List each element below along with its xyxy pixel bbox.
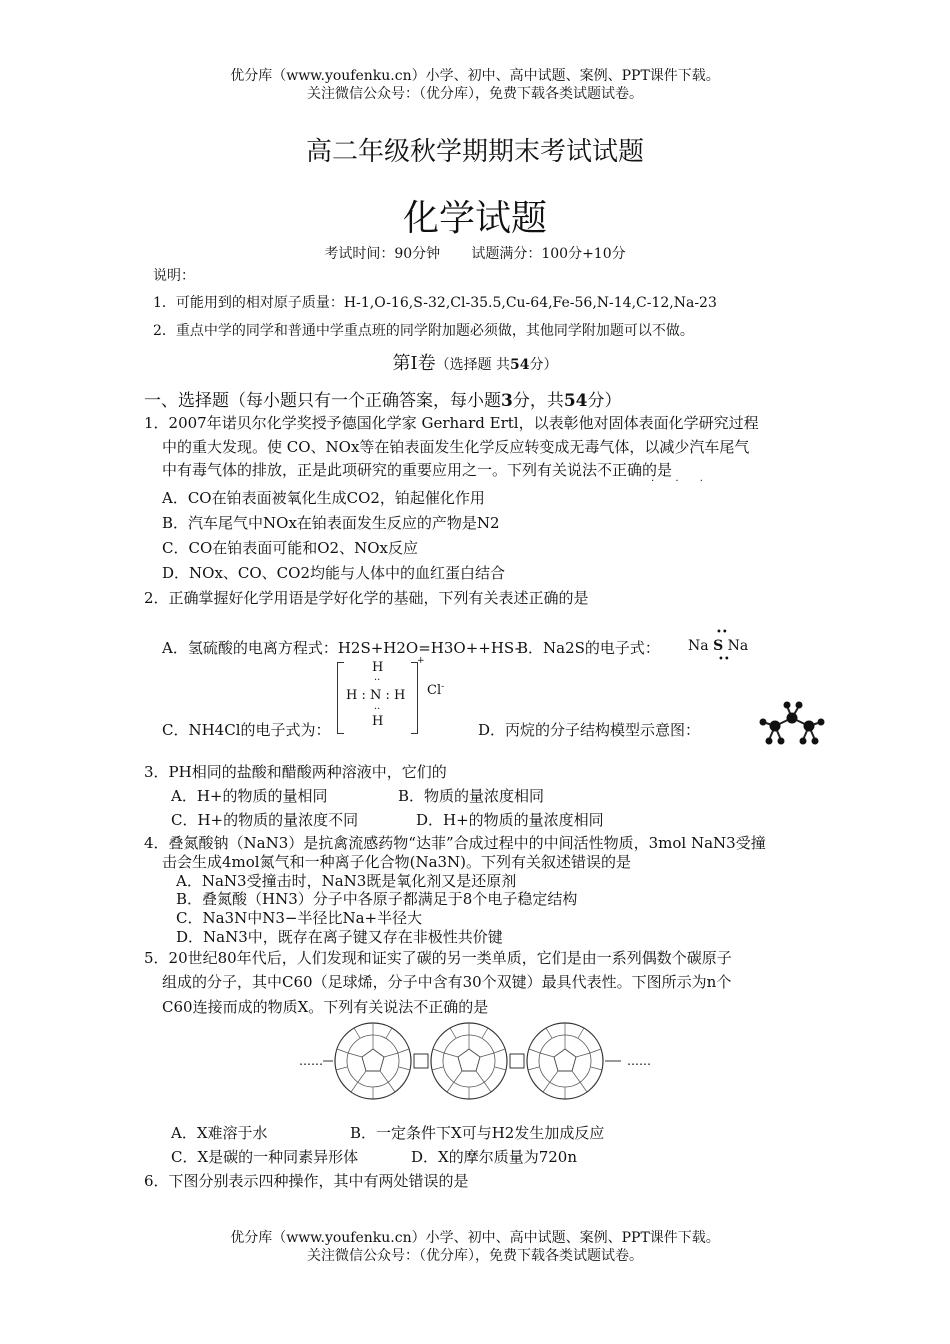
footer-line-1: 优分库（www.youfenku.cn）小学、初中、高中试题、案例、PPT课件下载。	[230, 1230, 720, 1246]
right-bracket	[411, 662, 418, 734]
exam-title: 高二年级秋学期期末考试试题	[305, 137, 644, 167]
q3-option-d: D．H+的物质的量浓度相同	[416, 811, 604, 829]
note-1: 1．可能用到的相对原子质量：H-1,O-16,S-32,Cl-35.5,Cu-64,Fe-56,N-14,C-12,Na-23	[153, 295, 717, 311]
q5-option-a: A．X难溶于水	[171, 1124, 268, 1142]
part1-title: 第Ⅰ卷（选择题 共54分）	[392, 353, 558, 374]
section1-title: 一、选择题（每小题只有一个正确答案，每小题3分，共54分）	[144, 391, 622, 411]
q3-option-c: C．H+的物质的量浓度不同	[171, 811, 359, 829]
na2s-electron-formula: Na S Na	[688, 638, 749, 654]
notes-label: 说明：	[153, 268, 195, 284]
q5-option-b: B．一定条件下X可与H2发生加成反应	[350, 1124, 605, 1142]
q2-option-a: A．氢硫酸的电离方程式：H2S+H2O=H3O++HS-	[162, 639, 520, 657]
pair-dots: ··	[374, 704, 381, 715]
nh4-h-left: H : N : H	[346, 688, 406, 703]
q5-line-1: 5．20世纪80年代后，人们发现和证实了碳的另一类单质，它们是由一系列偶数个碳原子	[144, 949, 732, 967]
q4-line-1: 4．叠氮酸钠（NaN3）是抗禽流感药物“达菲”合成过程中的中间活性物质，3mol NaN3受撞	[144, 834, 766, 852]
c60-chain-figure	[295, 1018, 665, 1106]
electron-dots-bottom: ••	[718, 654, 730, 665]
header-line-2: 关注微信公众号：（优分库），免费下载各类试题试卷。	[307, 86, 643, 102]
left-bracket	[337, 662, 344, 734]
exam-time: 考试时间：90分钟	[324, 246, 441, 262]
q4-option-d: D．NaN3中，既存在离子键又存在非极性共价键	[176, 928, 503, 946]
emphasis-dots: · · ·	[651, 476, 712, 487]
q1-option-a: A．CO在铂表面被氧化生成CO2，铂起催化作用	[162, 489, 485, 507]
q6-stem: 6．下图分别表示四种操作，其中有两处错误的是	[144, 1172, 469, 1190]
chain-ellipsis-right: ……	[627, 1054, 651, 1068]
q3-option-a: A．H+的物质的量相同	[171, 787, 328, 805]
q4-option-c: C．Na3N中N3−半径比Na+半径大	[176, 909, 423, 927]
q5-option-c: C．X是碳的一种同素异形体	[171, 1148, 359, 1166]
q1-line-2: 中的重大发现。使 CO、NOx等在铂表面发生化学反应转变成无毒气体，以减少汽车尾气	[162, 438, 750, 456]
footer-line-2: 关注微信公众号：（优分库），免费下载各类试题试卷。	[307, 1248, 643, 1264]
note-2: 2．重点中学的同学和普通中学重点班的同学附加题必须做，其他同学附加题可以不做。	[153, 323, 694, 339]
q5-line-2: 组成的分子，其中C60（足球烯，分子中含有30个双键）最具代表性。下图所示为n个	[162, 973, 732, 991]
header-line-1: 优分库（www.youfenku.cn）小学、初中、高中试题、案例、PPT课件下载。	[230, 68, 720, 84]
q2-stem: 2．正确掌握好化学用语是学好化学的基础，下列有关表述正确的是	[144, 589, 589, 607]
pair-dots: ··	[374, 675, 381, 686]
q5-line-3: C60连接而成的物质X。下列有关说法不正确的是	[162, 998, 489, 1016]
q5-option-d: D．X的摩尔质量为720n	[411, 1148, 577, 1166]
cl-ion: Cl-	[427, 682, 445, 698]
q1-option-d: D．NOx、CO、CO2均能与人体中的血红蛋白结合	[162, 564, 506, 582]
exam-meta	[0, 243, 950, 263]
subject-title: 化学试题	[402, 198, 547, 239]
nh4-h-bottom: H	[372, 714, 384, 729]
q4-option-b: B．叠氮酸（HN3）分子中各原子都满足于8个电子稳定结构	[176, 890, 578, 908]
q2-option-d: D．丙烷的分子结构模型示意图：	[478, 721, 701, 739]
q1-line-3: 中有毒气体的排放，正是此项研究的重要应用之一。下列有关说法不正确的是	[162, 461, 673, 479]
q4-line-2: 击会生成4mol氮气和一种离子化合物(Na3N)。下列有关叙述错误的是	[162, 853, 632, 871]
propane-model	[755, 700, 827, 748]
q3-stem: 3．PH相同的盐酸和醋酸两种溶液中，它们的	[144, 763, 447, 781]
nh4-h-top: H	[372, 660, 384, 675]
q1-option-b: B．汽车尾气中NOx在铂表面发生反应的产物是N2	[162, 514, 500, 532]
q4-option-a: A．NaN3受撞击时，NaN3既是氧化剂又是还原剂	[176, 872, 517, 890]
chain-ellipsis-left: ……	[299, 1054, 323, 1068]
q1-option-c: C．CO在铂表面可能和O2、NOx反应	[162, 539, 418, 557]
plus-sign: +	[417, 656, 425, 666]
q3-option-b: B．物质的量浓度相同	[398, 787, 545, 805]
q2-option-c: C．NH4Cl的电子式为：	[162, 721, 331, 739]
exam-score: 试题满分：100分+10分	[471, 246, 626, 262]
electron-dots-top: ••	[716, 627, 728, 638]
q2-option-b: B．Na2S的电子式：	[517, 639, 660, 657]
q1-line-1: 1．2007年诺贝尔化学奖授予德国化学家 Gerhard Ertl，以表彰他对固体表面化学研究过程	[144, 414, 759, 432]
